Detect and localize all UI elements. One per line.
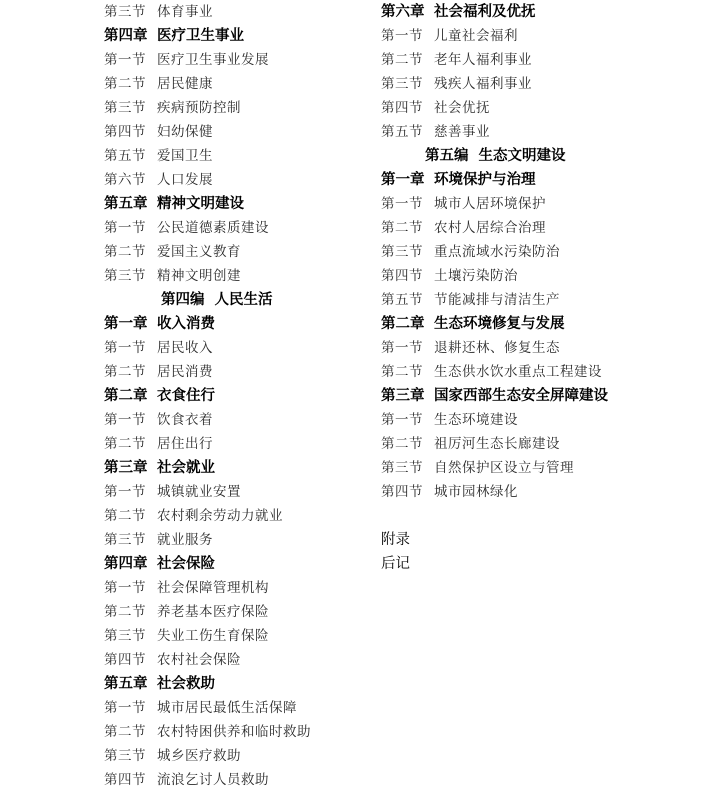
toc-chapter-entry (104, 312, 364, 336)
toc-entry-title: 疾病预防控制 (157, 100, 241, 116)
toc-chapter-entry (381, 384, 701, 408)
toc-entry-title: 社会保障管理机构 (157, 580, 269, 596)
toc-entry-number: 第五编 (425, 148, 469, 164)
toc-entry-title: 残疾人福利事业 (434, 76, 532, 92)
toc-entry-number: 第三节 (104, 628, 146, 644)
toc-right-column (381, 0, 701, 576)
toc-entry-number: 第二章 (104, 388, 148, 404)
toc-entry-title: 饮食衣着 (157, 412, 213, 428)
toc-section-entry (381, 216, 701, 240)
toc-entry-number: 第五节 (381, 124, 423, 140)
toc-entry-number: 第一章 (381, 172, 425, 188)
toc-entry-title: 节能减排与清洁生产 (434, 292, 560, 308)
toc-entry-number: 第一节 (381, 196, 423, 212)
toc-entry-title: 退耕还林、修复生态 (434, 340, 560, 356)
toc-entry-number: 第二节 (104, 508, 146, 524)
toc-section-entry (381, 120, 701, 144)
toc-entry-number: 第三节 (104, 4, 146, 20)
toc-entry-number: 第二节 (381, 364, 423, 380)
toc-section-entry (104, 264, 364, 288)
toc-entry-number: 第五节 (104, 148, 146, 164)
toc-section-entry (104, 168, 364, 192)
toc-entry-number: 第二节 (104, 724, 146, 740)
toc-section-entry (104, 0, 364, 24)
toc-section-entry (381, 408, 701, 432)
toc-entry-title: 附录 (381, 532, 410, 548)
toc-section-entry (381, 96, 701, 120)
toc-entry-title: 重点流域水污染防治 (434, 244, 560, 260)
toc-entry-title: 养老基本医疗保险 (157, 604, 269, 620)
toc-entry-title: 妇幼保健 (157, 124, 213, 140)
toc-section-entry (381, 336, 701, 360)
toc-entry-title: 后记 (381, 556, 410, 572)
toc-entry-number: 第四节 (381, 100, 423, 116)
toc-entry-number: 第二节 (104, 604, 146, 620)
toc-entry-number: 第六章 (381, 4, 425, 20)
toc-entry-number: 第四节 (381, 484, 423, 500)
toc-section-entry (381, 456, 701, 480)
toc-entry-title: 儿童社会福利 (434, 28, 518, 44)
toc-entry-title: 社会优抚 (434, 100, 490, 116)
toc-chapter-entry (381, 0, 701, 24)
toc-entry-number: 第一节 (104, 484, 146, 500)
toc-entry-number: 第四章 (104, 556, 148, 572)
toc-entry-title: 城乡医疗救助 (157, 748, 241, 764)
toc-entry-title: 社会保险 (157, 556, 215, 572)
toc-section-entry (381, 264, 701, 288)
toc-section-entry (104, 744, 364, 768)
toc-entry-title: 爱国主义教育 (157, 244, 241, 260)
toc-entry-title: 社会就业 (157, 460, 215, 476)
toc-section-entry (381, 480, 701, 504)
toc-entry-number: 第四节 (381, 268, 423, 284)
toc-entry-title: 社会福利及优抚 (434, 4, 536, 20)
toc-entry-number: 第四编 (161, 292, 205, 308)
toc-section-entry (381, 432, 701, 456)
toc-entry-title: 精神文明创建 (157, 268, 241, 284)
toc-section-entry (104, 72, 364, 96)
toc-entry-number: 第三节 (104, 268, 146, 284)
toc-chapter-entry (104, 456, 364, 480)
toc-entry-title: 农村特困供养和临时救助 (157, 724, 311, 740)
toc-section-entry (104, 720, 364, 744)
toc-appendix-entry (381, 528, 701, 552)
toc-section-entry (104, 480, 364, 504)
toc-entry-title: 农村人居综合治理 (434, 220, 546, 236)
toc-section-entry (381, 24, 701, 48)
toc-entry-title: 公民道德素质建设 (157, 220, 269, 236)
toc-entry-number: 第二节 (104, 364, 146, 380)
toc-entry-number: 第二章 (381, 316, 425, 332)
toc-entry-number: 第一节 (381, 28, 423, 44)
toc-section-entry (381, 192, 701, 216)
toc-entry-title: 人口发展 (157, 172, 213, 188)
toc-part-entry (104, 288, 364, 312)
toc-section-entry (104, 648, 364, 672)
toc-entry-title: 环境保护与治理 (434, 172, 536, 188)
toc-entry-title: 衣食住行 (157, 388, 215, 404)
toc-chapter-entry (104, 192, 364, 216)
toc-entry-title: 慈善事业 (434, 124, 490, 140)
toc-section-entry (104, 624, 364, 648)
toc-entry-title: 精神文明建设 (157, 196, 244, 212)
toc-entry-title: 国家西部生态安全屏障建设 (434, 388, 608, 404)
toc-spacer (381, 504, 701, 528)
toc-chapter-entry (104, 552, 364, 576)
toc-section-entry (104, 432, 364, 456)
toc-entry-number: 第一节 (104, 220, 146, 236)
toc-section-entry (104, 216, 364, 240)
toc-section-entry (104, 768, 364, 792)
toc-section-entry (104, 528, 364, 552)
toc-entry-title: 老年人福利事业 (434, 52, 532, 68)
toc-entry-title: 医疗卫生事业发展 (157, 52, 269, 68)
toc-appendix-entry (381, 552, 701, 576)
toc-entry-number: 第四章 (104, 28, 148, 44)
toc-entry-number: 第一节 (104, 700, 146, 716)
toc-entry-number: 第一节 (104, 340, 146, 356)
toc-entry-number: 第六节 (104, 172, 146, 188)
toc-entry-title: 居民收入 (157, 340, 213, 356)
toc-entry-title: 居民健康 (157, 76, 213, 92)
toc-section-entry (381, 240, 701, 264)
toc-section-entry (104, 336, 364, 360)
toc-entry-number: 第三节 (381, 460, 423, 476)
toc-section-entry (104, 48, 364, 72)
toc-section-entry (381, 48, 701, 72)
toc-entry-number: 第二节 (381, 220, 423, 236)
toc-entry-title: 人民生活 (214, 292, 273, 308)
toc-entry-title: 生态供水饮水重点工程建设 (434, 364, 602, 380)
toc-entry-title: 城镇就业安置 (157, 484, 241, 500)
toc-entry-number: 第一章 (104, 316, 148, 332)
toc-entry-number: 第一节 (381, 340, 423, 356)
toc-entry-number: 第三节 (381, 244, 423, 260)
toc-entry-number: 第五章 (104, 196, 148, 212)
toc-chapter-entry (104, 672, 364, 696)
toc-entry-title: 居住出行 (157, 436, 213, 452)
toc-entry-title: 医疗卫生事业 (157, 28, 244, 44)
toc-entry-title: 土壤污染防治 (434, 268, 518, 284)
toc-entry-number: 第三节 (381, 76, 423, 92)
toc-entry-number: 第三章 (104, 460, 148, 476)
toc-section-entry (381, 72, 701, 96)
toc-section-entry (381, 288, 701, 312)
toc-entry-title: 社会救助 (157, 676, 215, 692)
toc-entry-number: 第一节 (104, 580, 146, 596)
toc-part-entry (381, 144, 701, 168)
toc-entry-title: 失业工伤生育保险 (157, 628, 269, 644)
toc-entry-number: 第五节 (381, 292, 423, 308)
toc-entry-number: 第四节 (104, 652, 146, 668)
toc-section-entry (104, 696, 364, 720)
toc-section-entry (104, 96, 364, 120)
toc-section-entry (104, 576, 364, 600)
toc-left-column (104, 0, 364, 792)
toc-chapter-entry (104, 24, 364, 48)
toc-entry-number: 第二节 (104, 244, 146, 260)
toc-section-entry (104, 144, 364, 168)
toc-section-entry (381, 360, 701, 384)
toc-entry-number: 第二节 (104, 436, 146, 452)
toc-section-entry (104, 600, 364, 624)
toc-chapter-entry (104, 384, 364, 408)
toc-entry-number: 第五章 (104, 676, 148, 692)
toc-chapter-entry (381, 168, 701, 192)
toc-entry-title: 农村剩余劳动力就业 (157, 508, 283, 524)
toc-entry-number: 第四节 (104, 124, 146, 140)
toc-entry-title: 城市园林绿化 (434, 484, 518, 500)
toc-entry-title: 居民消费 (157, 364, 213, 380)
toc-entry-number: 第二节 (381, 52, 423, 68)
toc-entry-number: 第二节 (104, 76, 146, 92)
toc-entry-number: 第一节 (381, 412, 423, 428)
toc-section-entry (104, 408, 364, 432)
toc-entry-title: 城市人居环境保护 (434, 196, 546, 212)
toc-entry-title: 祖厉河生态长廊建设 (434, 436, 560, 452)
toc-section-entry (104, 120, 364, 144)
toc-entry-title: 收入消费 (157, 316, 215, 332)
toc-chapter-entry (381, 312, 701, 336)
toc-entry-number: 第三节 (104, 532, 146, 548)
toc-entry-title: 农村社会保险 (157, 652, 241, 668)
toc-entry-title: 生态环境修复与发展 (434, 316, 565, 332)
toc-entry-number: 第三章 (381, 388, 425, 404)
toc-entry-number: 第三节 (104, 100, 146, 116)
toc-entry-number: 第四节 (104, 772, 146, 788)
toc-entry-title: 就业服务 (157, 532, 213, 548)
toc-entry-title: 体育事业 (157, 4, 213, 20)
toc-entry-title: 城市居民最低生活保障 (157, 700, 297, 716)
toc-entry-title: 自然保护区设立与管理 (434, 460, 574, 476)
toc-entry-title: 爱国卫生 (157, 148, 213, 164)
toc-entry-title: 流浪乞讨人员救助 (157, 772, 269, 788)
toc-section-entry (104, 504, 364, 528)
toc-entry-title: 生态文明建设 (478, 148, 566, 164)
toc-entry-number: 第一节 (104, 412, 146, 428)
toc-entry-number: 第三节 (104, 748, 146, 764)
toc-entry-number: 第一节 (104, 52, 146, 68)
toc-entry-title: 生态环境建设 (434, 412, 518, 428)
toc-entry-number: 第二节 (381, 436, 423, 452)
toc-section-entry (104, 240, 364, 264)
toc-section-entry (104, 360, 364, 384)
